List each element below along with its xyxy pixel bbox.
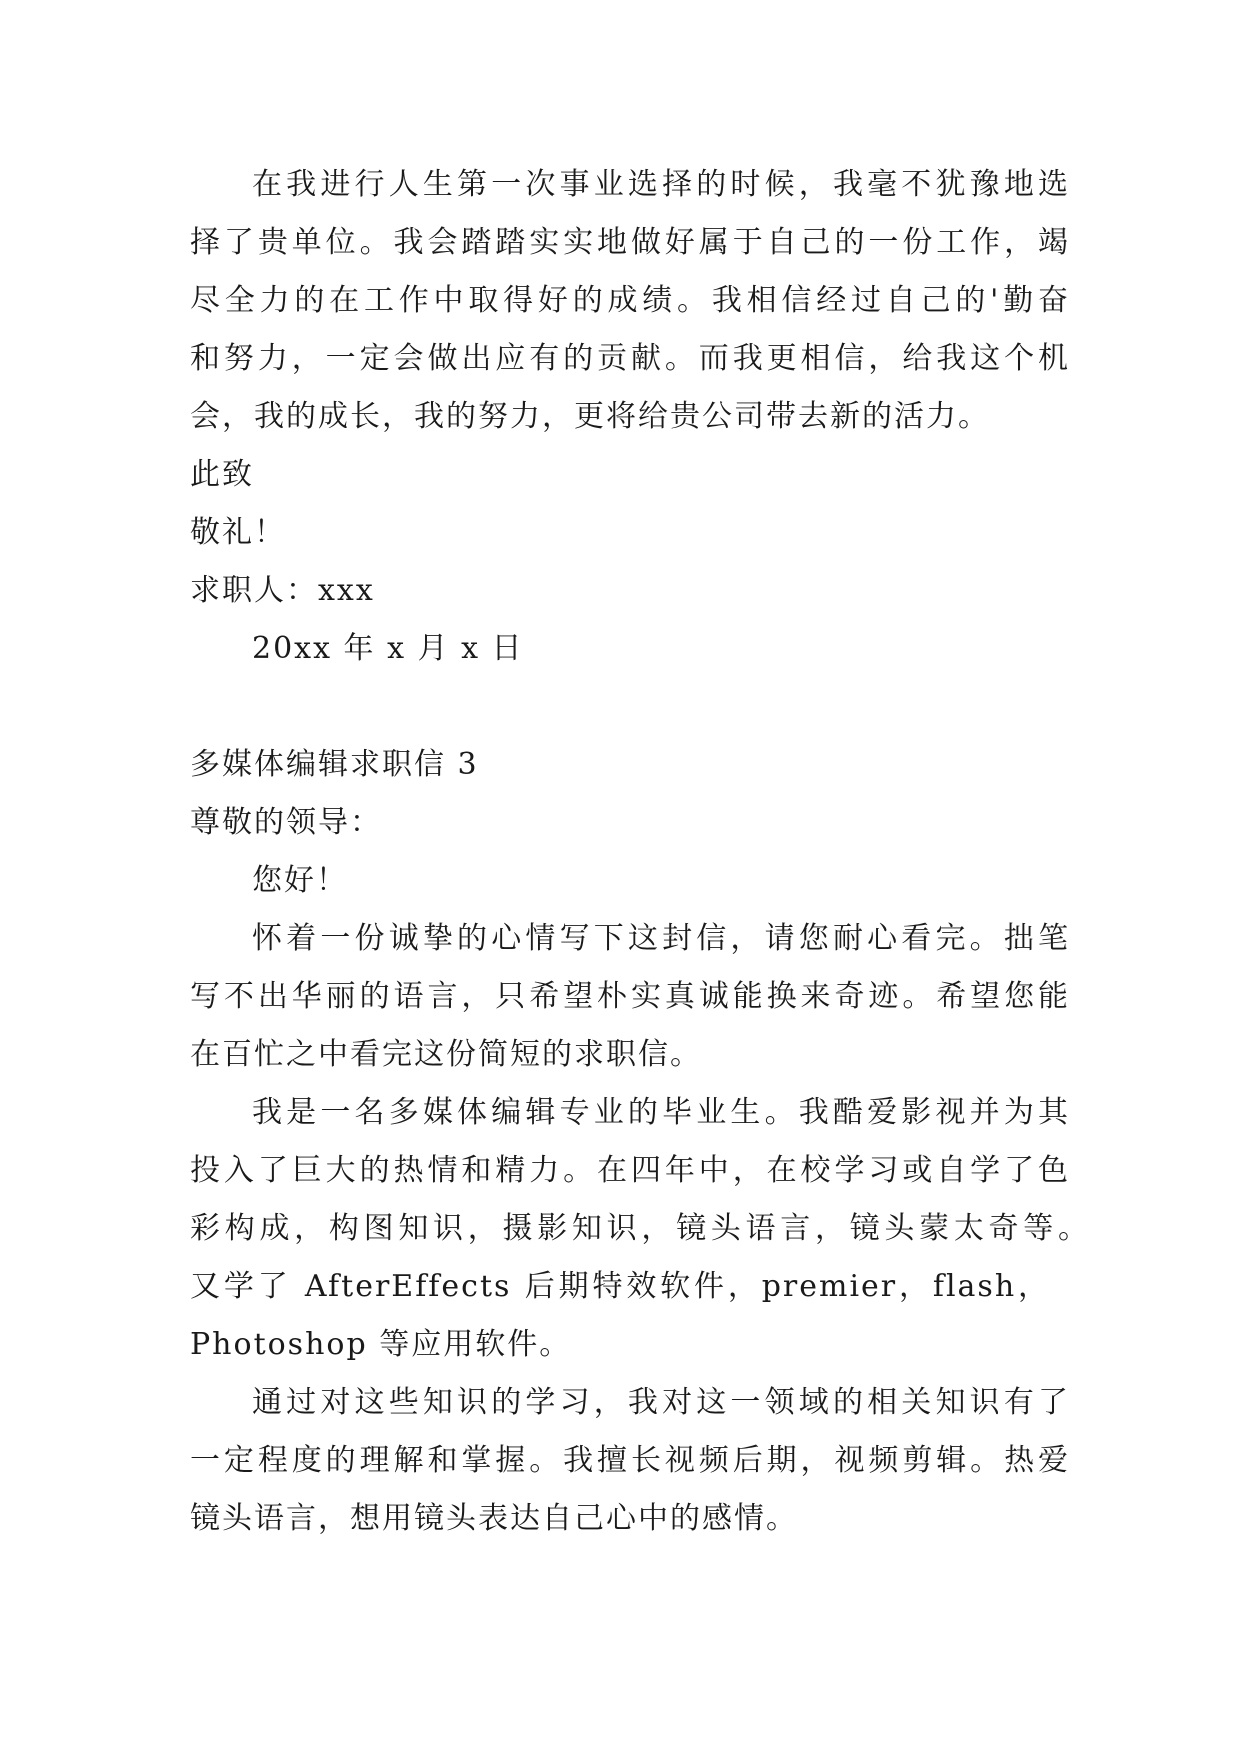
paragraph-line: 尽全力的在工作中取得好的成绩。我相信经过自己的'勤奋 <box>190 283 1070 318</box>
paragraph-line: 镜头语言，想用镜头表达自己心中的感情。 <box>190 1501 798 1536</box>
paragraph-line: 择了贵单位。我会踏踏实实地做好属于自己的一份工作，竭 <box>190 225 1070 260</box>
paragraph-line: Photoshop 等应用软件。 <box>190 1327 572 1362</box>
paragraph-line: 彩构成，构图知识，摄影知识，镜头语言，镜头蒙太奇等。 <box>190 1211 1090 1246</box>
paragraph-line: 会，我的成长，我的努力，更将给贵公司带去新的活力。 <box>190 399 990 434</box>
paragraph-line: 写不出华丽的语言，只希望朴实真诚能换来奇迹。希望您能 <box>190 979 1070 1014</box>
greeting: 尊敬的领导： <box>190 805 382 840</box>
paragraph-line: 通过对这些知识的学习，我对这一领域的相关知识有了 <box>252 1385 1070 1420</box>
paragraph-line: 和努力，一定会做出应有的贡献。而我更相信，给我这个机 <box>190 341 1070 376</box>
closing-salutation: 此致 <box>190 457 254 492</box>
closing-regards: 敬礼！ <box>190 515 286 550</box>
signature: 求职人：xxx <box>190 573 375 608</box>
paragraph-line: 怀着一份诚挚的心情写下这封信，请您耐心看完。拙笔 <box>252 921 1070 956</box>
paragraph-line: 在百忙之中看完这份简短的求职信。 <box>190 1037 702 1072</box>
paragraph-line: 我是一名多媒体编辑专业的毕业生。我酷爱影视并为其 <box>252 1095 1070 1130</box>
hello-line: 您好！ <box>252 863 348 898</box>
paragraph-line: 投入了巨大的热情和精力。在四年中，在校学习或自学了色 <box>190 1153 1070 1188</box>
paragraph-line: 一定程度的理解和掌握。我擅长视频后期，视频剪辑。热爱 <box>190 1443 1070 1478</box>
letter-date: 20xx 年 x 月 x 日 <box>252 631 524 666</box>
paragraph-line: 又学了 AfterEffects 后期特效软件，premier，flash， <box>190 1269 1050 1304</box>
section-title: 多媒体编辑求职信 3 <box>190 747 479 782</box>
paragraph-line: 在我进行人生第一次事业选择的时候，我毫不犹豫地选 <box>252 167 1070 202</box>
